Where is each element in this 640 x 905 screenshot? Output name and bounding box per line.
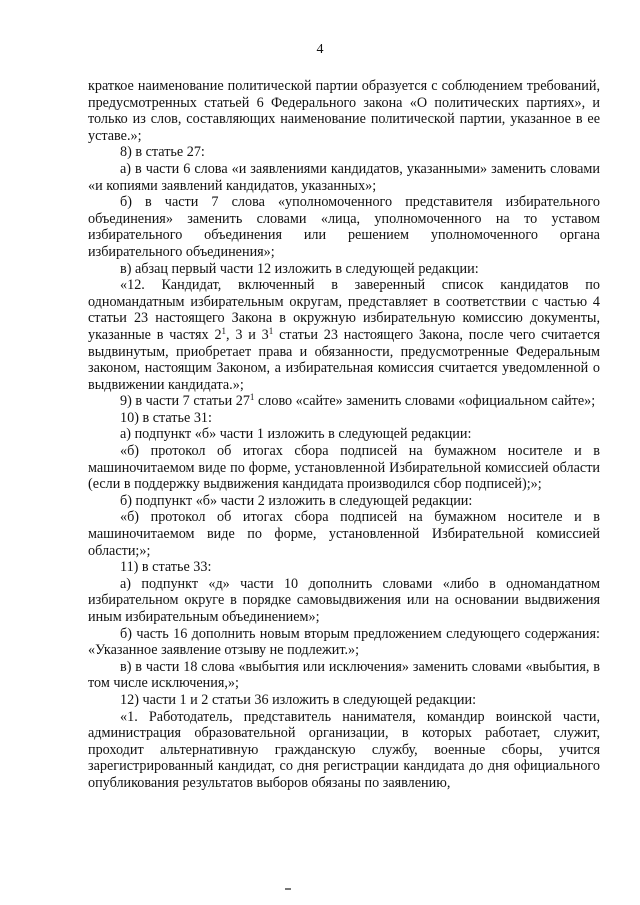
page-number: 4 (316, 42, 324, 57)
paragraph: а) в части 6 слова «и заявлениями кандидатов, указанными» заменить словами «и копиями заявлений кандидатов, указанных»; (88, 160, 600, 194)
paragraph: краткое наименование политической партии образуется с соблюдением требований, предусмотренных статьей 6 Федерального закона «О политических партиях», и только из слов, составляющих наименование политической партии, указанное в ее уставе.»; (88, 78, 600, 144)
superscript-index: 1 (221, 325, 227, 336)
paragraph: а) подпункт «д» части 10 дополнить словами «либо в одномандатном избирательном округе в порядке самовыдвижения или на основании выдвижения иным избирательным объединением»; (88, 575, 600, 625)
text-run: 9) в части 7 статьи 27 (120, 393, 250, 410)
document-body (88, 78, 600, 792)
paragraph: 12) части 1 и 2 статьи 36 изложить в следующей редакции: (120, 691, 477, 708)
superscript-index: 1 (249, 392, 255, 403)
paragraph: «б) протокол об итогах сбора подписей на бумажном носителе и в машиночитаемом виде по форме, установленной Избирательной комиссией области (если в поддержку выдвижения кандидата производился сбор подписей);»; (88, 443, 600, 493)
paragraph (88, 393, 600, 410)
paragraph: 10) в статье 31: (120, 409, 212, 426)
paragraph: «б) протокол об итогах сбора подписей на бумажном носителе и в машиночитаемом виде по форме, установленной Избирательной комиссией области;»; (88, 509, 600, 559)
paragraph: «1. Работодатель, представитель нанимателя, командир воинской части, администрация образовательной организации, в которых работает, служит, проходит альтернативную гражданскую службу, военные сборы, учится зарегистрированный кандидат, со дня регистрации кандидата до дня официального опубликования результатов выборов обязаны по заявлению, (88, 708, 600, 791)
paragraph: в) абзац первый части 12 изложить в следующей редакции: (120, 260, 479, 277)
text-run: , 3 и 3 (226, 326, 269, 343)
paragraph: 8) в статье 27: (120, 144, 205, 161)
paragraph: б) часть 16 дополнить новым вторым предложением следующего содержания: «Указанное заявление отзыву не подлежит.»; (88, 625, 600, 659)
paragraph: б) подпункт «б» части 2 изложить в следующей редакции: (120, 492, 473, 509)
paragraph: а) подпункт «б» части 1 изложить в следующей редакции: (120, 426, 472, 443)
text-run: статьи 23 настоящего Закона, после чего считается выдвинутым, приобретает права и обязанности, предусмотренные Федеральным законом, настоящим Законом, а избирательная комиссия считается уведомленной о выдвижении кандидата.»; (88, 326, 600, 393)
text-run: слово «сайте» заменить словами «официальном сайте»; (254, 393, 596, 410)
superscript-index: 1 (268, 325, 274, 336)
paragraph: б) в части 7 слова «уполномоченного представителя избирательного объединения» заменить словами «лица, уполномоченного на то уставом избирательного объединения или решением уполномоченного органа избирательного объединения»; (88, 194, 600, 260)
text-run: «12. Кандидат, включенный в заверенный список кандидатов по одномандатным избирательным округам, представляет в соответствии с частью 4 статьи 23 настоящего Закона в окружную избирательную комиссию документы, указанные в частях 2 (88, 277, 600, 343)
paragraph: 11) в статье 33: (120, 559, 212, 576)
paragraph: в) в части 18 слова «выбытия или исключения» заменить словами «выбытия, в том числе исключения,»; (88, 658, 600, 692)
scan-artifact (285, 888, 291, 890)
paragraph (88, 277, 600, 393)
